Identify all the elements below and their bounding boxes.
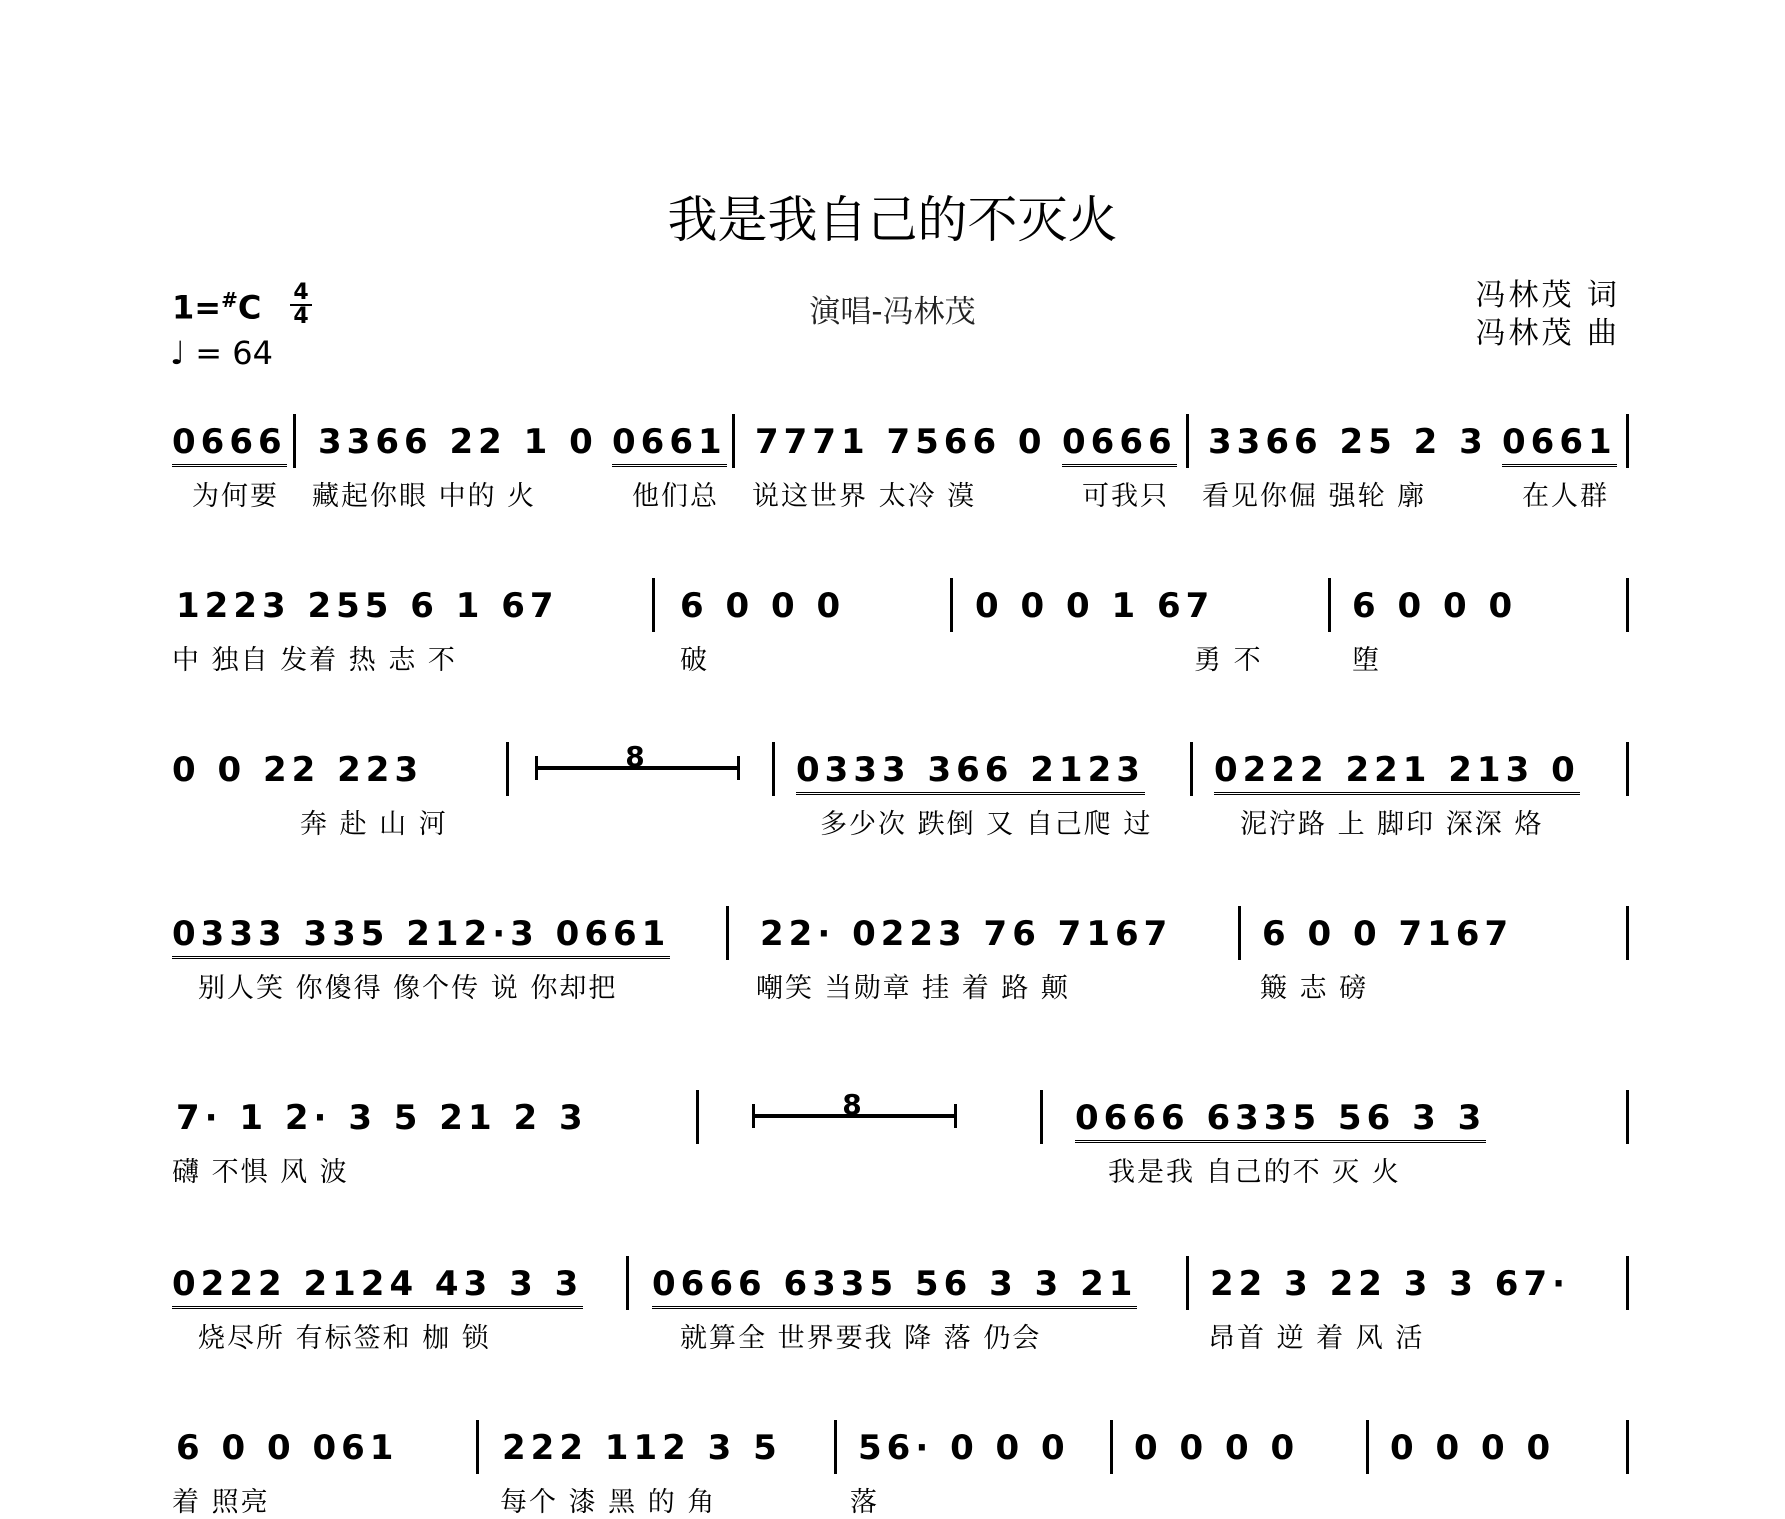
lyric-group: 为何要 [192,481,279,512]
note-group: 0 0 0 0 [1134,1428,1300,1468]
note-group: 1223 255 6 1 67 [176,586,559,626]
time-signature-top: 4 [293,280,309,305]
note-group: 6 0 0 061 [176,1428,399,1468]
time-signature-bottom: 4 [293,304,309,329]
note-group: 7771 7566 0 [755,422,1047,462]
tempo-value: = 64 [195,334,273,372]
note-group: 0333 335 212·3 0661 [172,914,670,959]
lyric-group: 昂首 逆 着 风 活 [1208,1323,1425,1354]
lyricist-credit: 冯林茂 词 [1475,278,1620,313]
barline [1626,578,1629,632]
multi-measure-rest [535,740,740,773]
barline [1190,742,1193,796]
barline [652,578,655,632]
lyric-group: 泥泞路 上 脚印 深深 烙 [1240,809,1544,840]
lyric-group: 奔 赴 山 河 [300,809,448,840]
multi-measure-rest [752,1088,957,1121]
barline [476,1420,479,1474]
barline [1186,414,1189,468]
lyric-group: 每个 漆 黑 的 角 [500,1487,717,1518]
note-group: 3366 22 1 0 [318,422,598,462]
note-group: 0 0 0 0 [1390,1428,1556,1468]
note-group: 6 0 0 0 [680,586,846,626]
note-group: 0 0 22 223 [172,750,424,790]
barline [506,742,509,796]
note-group: 22· 0223 76 7167 [760,914,1173,954]
barline [1626,414,1629,468]
barline [1626,742,1629,796]
lyric-group: 他们总 [632,481,719,512]
note-group: 0333 366 2123 [796,750,1145,795]
lyric-group: 勇 不 [1194,645,1263,676]
quarter-note-icon: ♩ [170,334,186,372]
lyric-group: 藏起你眼 中的 火 [312,481,537,512]
note-group: 0666 6335 56 3 3 [1075,1098,1486,1143]
note-group: 0666 6335 56 3 3 21 [652,1264,1137,1309]
lyric-group: 着 照亮 [172,1487,270,1518]
note-group: 0222 2124 43 3 3 [172,1264,583,1309]
barline [1040,1090,1043,1144]
lyric-group: 就算全 世界要我 降 落 仍会 [680,1323,1042,1354]
barline [1626,1256,1629,1310]
note-group: 0661 [1502,422,1617,467]
lyric-group: 嘲笑 当勋章 挂 着 路 颠 [756,973,1070,1004]
lyric-group: 可我只 [1082,481,1169,512]
barline [732,414,735,468]
barline [696,1090,699,1144]
barline [1366,1420,1369,1474]
song-title: 我是我自己的不灭火 [667,191,1118,249]
note-group: 3366 25 2 3 [1208,422,1488,462]
note-group: 6 0 0 7167 [1262,914,1514,954]
note-group: 6 0 0 0 [1352,586,1518,626]
lyric-group: 落 [850,1487,879,1518]
barline [772,742,775,796]
key-signature [172,288,261,327]
barline [950,578,953,632]
barline [293,414,296,468]
barline [1186,1256,1189,1310]
tempo-marking [170,334,273,372]
lyric-group: 中 独自 发着 热 志 不 [172,645,457,676]
time-signature [290,282,312,328]
lyric-group: 堕 [1352,645,1381,676]
note-group: 0661 [612,422,727,467]
lyric-group: 烧尽所 有标签和 枷 锁 [198,1323,491,1354]
note-group: 7· 1 2· 3 5 21 2 3 [176,1098,588,1138]
note-group: 0222 221 213 0 [1214,750,1580,795]
lyric-group: 看见你倔 强轮 廓 [1202,481,1427,512]
barline [1110,1420,1113,1474]
barline [1328,578,1331,632]
lyric-group: 礴 不惧 风 波 [172,1157,349,1188]
key-accidental: # [221,288,238,312]
note-group: 0 0 0 1 67 [975,586,1215,626]
lyric-group: 别人笑 你傻得 像个传 说 你却把 [198,973,618,1004]
barline [1238,906,1241,960]
note-group: 0666 [172,422,287,467]
note-group: 56· 0 0 0 [858,1428,1070,1468]
barline [626,1256,629,1310]
composer-credit: 冯林茂 曲 [1475,316,1620,351]
note-group: 0666 [1062,422,1177,467]
lyric-group: 多少次 跌倒 又 自己爬 过 [820,809,1153,840]
barline [1626,906,1629,960]
lyric-group: 我是我 自己的不 灭 火 [1108,1157,1401,1188]
barline [1626,1420,1629,1474]
note-group: 22 3 22 3 3 67· [1210,1264,1571,1304]
rest-count: 8 [625,740,650,773]
barline [834,1420,837,1474]
lyric-group: 在人群 [1522,481,1609,512]
note-group: 222 112 3 5 [502,1428,782,1468]
barline [1626,1090,1629,1144]
lyric-group: 破 [680,645,709,676]
singer-credit: 演唱-冯林茂 [809,294,976,330]
barline [726,906,729,960]
key-label: 1= [172,288,222,327]
rest-count: 8 [842,1088,867,1121]
lyric-group: 说这世界 太冷 漠 [752,481,977,512]
key-note: C [237,288,262,327]
lyric-group: 簸 志 磅 [1260,973,1369,1004]
